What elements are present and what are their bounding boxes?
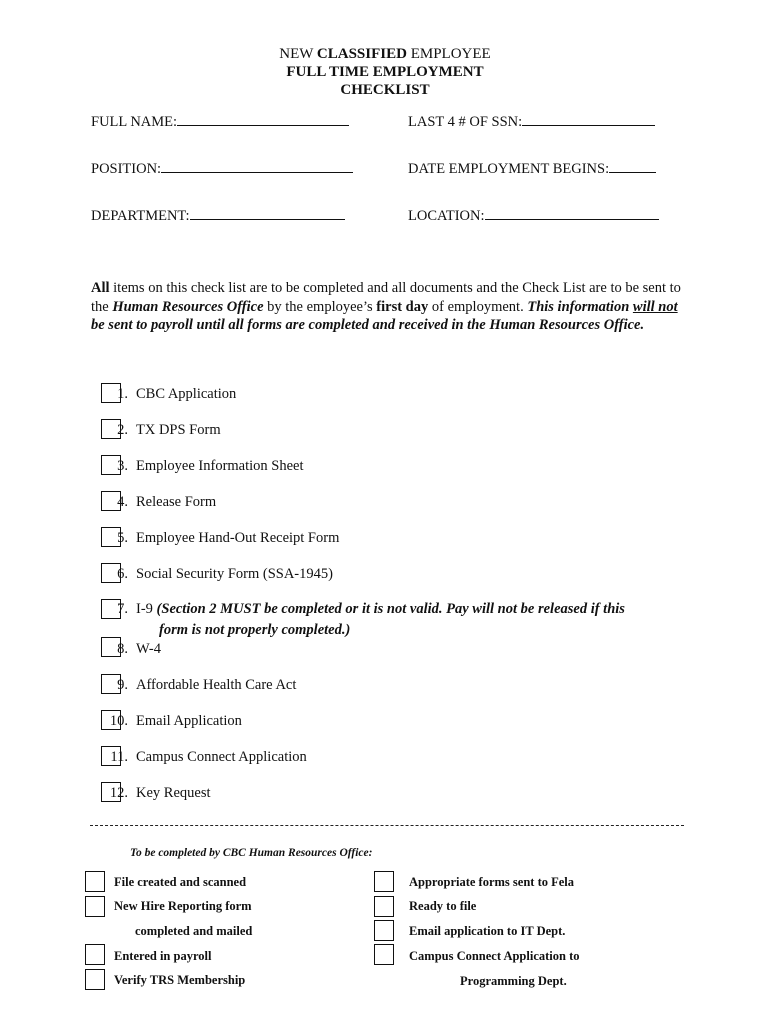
hr-new-hire-label: New Hire Reporting form [114,899,252,913]
checklist-item-6: 6. Social Security Form (SSA-1945) [117,566,333,582]
position-label: POSITION: [91,161,162,177]
checkbox-email-it[interactable] [374,920,394,941]
hr-file-created-label: File created and scanned [114,875,247,889]
checkbox-entered-payroll[interactable] [85,944,105,965]
checklist-item-2: 2. TX DPS Form [117,422,221,438]
ssn-label: LAST 4 # OF SSN: [408,114,523,130]
form-title-line1: NEW CLASSIFIED EMPLOYEE [279,46,491,62]
ssn-line[interactable] [522,112,655,126]
location-label: LOCATION: [408,208,485,224]
checklist-item-1: 1. CBC Application [117,386,237,402]
checklist-item-12: 12. Key Request [109,785,211,801]
position-line[interactable] [161,159,353,173]
checklist-item-7: 7. I-9 (Section 2 MUST be completed or it is not valid. Pay will not be released if this [117,601,625,617]
hr-email-it-label: Email application to IT Dept. [409,924,566,938]
date-begins-field [408,159,656,178]
instructions-paragraph: All items on this check list are to be completed and all documents and the Check List are to be sent to the Human Resources Office by the employee’s first day of employment. This information will not be sent to payroll until all forms are completed and received in the Human Resources Office. [91,280,681,333]
full-name-label: FULL NAME: [91,114,178,130]
checkbox-forms-sent-fela[interactable] [374,871,394,892]
checklist-item-11: 11. Campus Connect Application [110,749,307,765]
department-line[interactable] [190,206,345,220]
date-begins-line[interactable] [609,159,656,173]
full-name-field [91,112,349,131]
section-divider [90,825,684,826]
location-line[interactable] [485,206,659,220]
position-field [91,159,353,178]
checkbox-new-hire-reporting[interactable] [85,896,105,917]
checkbox-ready-to-file[interactable] [374,896,394,917]
form-title-line3: CHECKLIST [340,82,430,98]
department-label: DEPARTMENT: [91,208,190,224]
checkbox-campus-connect-programming[interactable] [374,944,394,965]
checkbox-verify-trs[interactable] [85,969,105,990]
checklist-item-4: 4. Release Form [117,494,217,510]
full-name-line[interactable] [177,112,349,126]
form-title-line2: FULL TIME EMPLOYMENT [286,64,484,80]
date-begins-label: DATE EMPLOYMENT BEGINS: [408,161,610,177]
checklist-item-10: 10. Email Application [109,713,242,729]
hr-verify-trs-label: Verify TRS Membership [114,973,246,987]
location-field [408,206,659,225]
hr-campus-connect-label: Campus Connect Application to [409,949,580,963]
checklist-item-3: 3. Employee Information Sheet [117,458,304,474]
department-field [91,206,345,225]
checklist-item-7-note: form is not properly completed.) [159,622,351,638]
hr-campus-connect-label-cont: Programming Dept. [460,974,567,988]
hr-entered-payroll-label: Entered in payroll [114,949,212,963]
hr-ready-file-label: Ready to file [409,899,477,913]
checkbox-file-created[interactable] [85,871,105,892]
checklist-item-8: 8. W-4 [117,641,161,657]
ssn-field [408,112,655,131]
hr-forms-fela-label: Appropriate forms sent to Fela [409,875,575,889]
hr-new-hire-label-cont: completed and mailed [135,924,253,938]
hr-section-title: To be completed by CBC Human Resources Office: [130,847,373,859]
checklist-item-5: 5. Employee Hand-Out Receipt Form [117,530,340,546]
checklist-item-9: 9. Affordable Health Care Act [117,677,297,693]
